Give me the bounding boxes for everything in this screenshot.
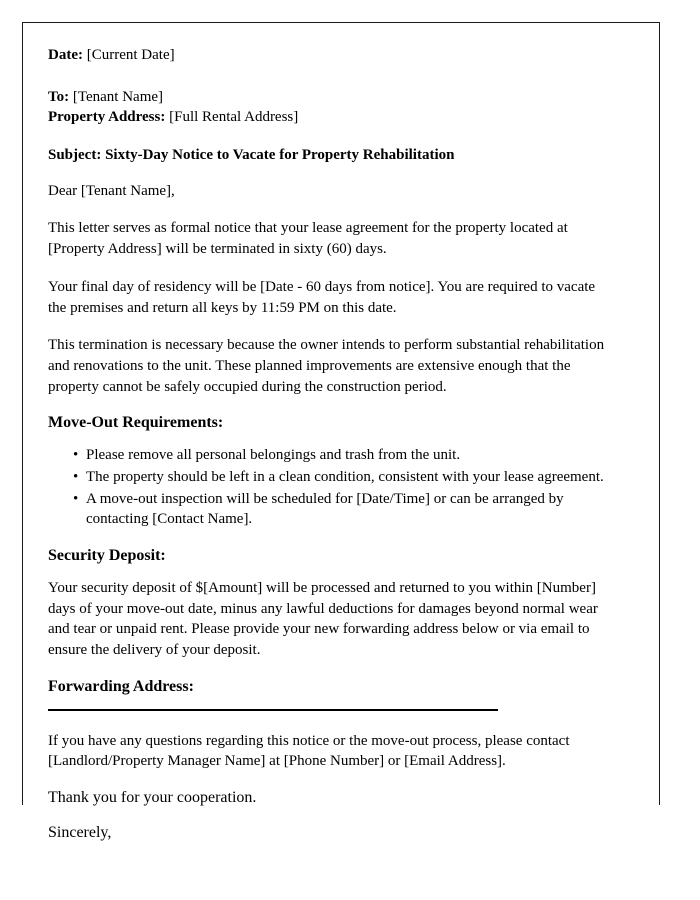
forwarding-address-heading: Forwarding Address: [48,677,194,695]
closing-line: Sincerely, [48,824,112,842]
property-address-value: [Full Rental Address] [169,109,299,126]
body-paragraph-2: Your final day of residency will be [Date - 60 days from notice]. You are required to vacate the premises and return all keys by 11:59 PM on this date. [48,278,596,316]
security-deposit-heading: Security Deposit: [48,547,166,564]
to-value: [Tenant Name] [72,88,164,105]
body-paragraph-1: This letter serves as formal notice that your lease agreement for the property located at [Property Address] will be terminated in sixty (60) days. [48,220,568,258]
recipient-to-line [48,87,615,108]
salutation: Dear [Tenant Name], [48,182,175,199]
date-label: Date: [48,47,83,63]
body-paragraph-3: This termination is necessary because the owner intends to perform substantial rehabilitation and renovations to the unit. These planned improvements are extensive enough that the property cannot be safely occupied during the construction period. [48,337,605,395]
list-item: • A move-out inspection will be scheduled for [Date/Time] or can be arranged by contacting [Contact Name]. [48,489,615,530]
contact-paragraph: If you have any questions regarding this notice or the move-out process, please contact [Landlord/Property Manager Name] at [Phone Number] or [Email Address]. [48,732,570,770]
subject-line: Subject: Sixty-Day Notice to Vacate for Property Rehabilitation [48,147,455,164]
recipient-address-line [48,107,615,128]
list-item: • Please remove all personal belongings and trash from the unit. [48,445,615,466]
forwarding-address-blank-rule [48,709,498,711]
to-label: To: [48,88,70,105]
move-out-list [48,445,615,530]
date-value: [Current Date] [86,47,175,63]
list-item: • The property should be left in a clean condition, consistent with your lease agreement. [48,467,615,488]
security-deposit-paragraph: Your security deposit of $[Amount] will be processed and returned to you within [Number] days of your move-out date, minus any lawful deductions for damages beyond normal wear and tear or unpaid rent. Please provide your new forwarding address below or via email to ensure the delivery of your deposit. [48,580,598,659]
recipient-block [48,87,615,128]
thanks-line: Thank you for your cooperation. [48,789,257,807]
date-line [48,45,615,66]
move-out-heading: Move-Out Requirements: [48,414,224,432]
document-body [23,23,659,842]
property-address-label: Property Address: [48,109,166,126]
document-page [22,22,660,842]
